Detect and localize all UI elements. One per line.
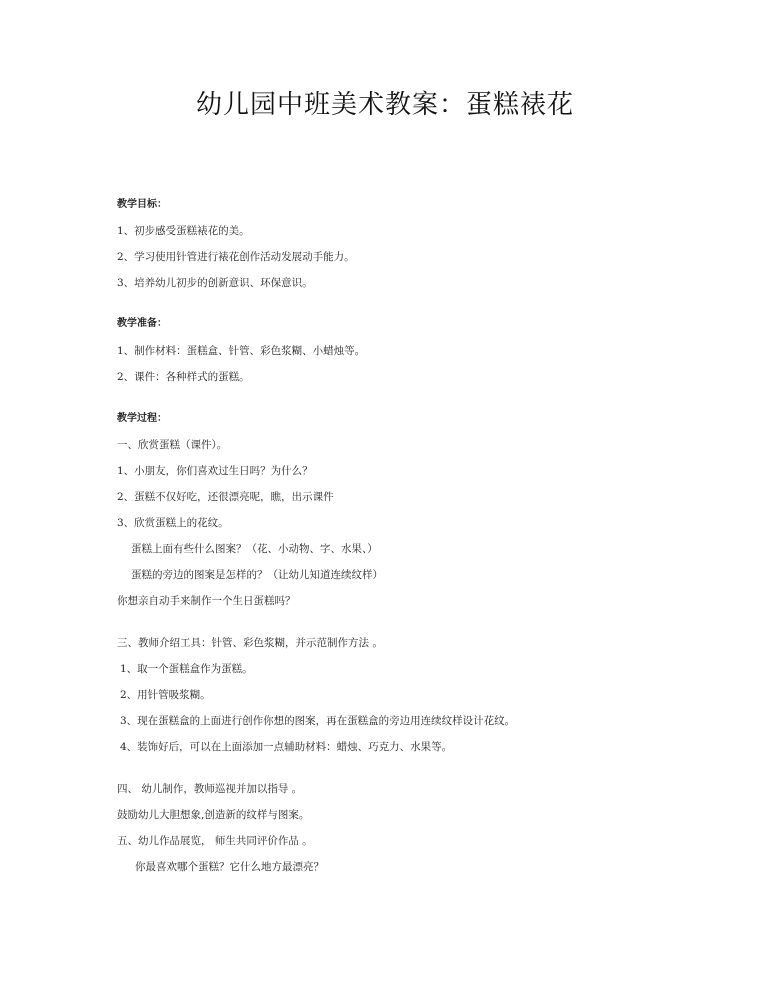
process-line-4: 3、欣赏蛋糕上的花纹。 [117,517,229,529]
process-line-16: 你最喜欢哪个蛋糕？它什么地方最漂亮？ [135,861,324,873]
process-line-14: 鼓励幼儿大胆想象,创造新的纹样与图案。 [117,809,310,821]
goals-item-3: 3、培养幼儿初步的创新意识、环保意识。 [117,277,313,289]
process-line-10: 2、用针管吸浆糊。 [120,689,211,701]
document-title: 幼儿园中班美术教案：蛋糕裱花 [195,90,574,120]
process-line-3: 2、蛋糕不仅好吃，还很漂亮呢，瞧，出示课件 [117,491,334,503]
preparation-item-1: 1、制作材料：蛋糕盒、针管、彩色浆糊、小蜡烛等。 [117,345,366,357]
process-line-6: 蛋糕的旁边的图案是怎样的？（让幼儿知道连续纹样） [131,569,383,581]
process-line-9: 1、取一个蛋糕盒作为蛋糕。 [120,663,253,675]
preparation-item-2: 2、课件：各种样式的蛋糕。 [117,371,250,383]
process-heading: 教学过程： [117,413,167,424]
goals-item-2: 2、学习使用针管进行裱花创作活动发展动手能力。 [117,251,355,263]
process-line-12: 4、装饰好后，可以在上面添加一点辅助材料：蜡烛、巧克力、水果等。 [120,741,453,753]
preparation-heading: 教学准备： [117,318,167,329]
process-line-11: 3、现在蛋糕盒的上面进行创作你想的图案，再在蛋糕盒的旁边用连续纹样设计花纹。 [120,715,516,727]
process-line-7: 你想亲自动手来制作一个生日蛋糕吗？ [117,595,296,607]
process-line-13: 四、 幼儿制作，教师巡视并加以指导 。 [117,783,303,795]
process-line-15: 五、幼儿作品展览， 师生共同评价作品 。 [117,835,313,847]
goals-item-1: 1、初步感受蛋糕裱花的美。 [117,225,250,237]
process-line-8: 三、教师介绍工具：针管、彩色浆糊，并示范制作方法 。 [117,637,383,649]
process-line-2: 1、小朋友，你们喜欢过生日吗？为什么？ [117,465,313,477]
process-line-5: 蛋糕上面有些什么图案？（花、小动物、字、水果、） [131,543,378,555]
process-line-1: 一、欣赏蛋糕（课件）。 [117,439,228,451]
goals-heading: 教学目标： [117,199,167,210]
